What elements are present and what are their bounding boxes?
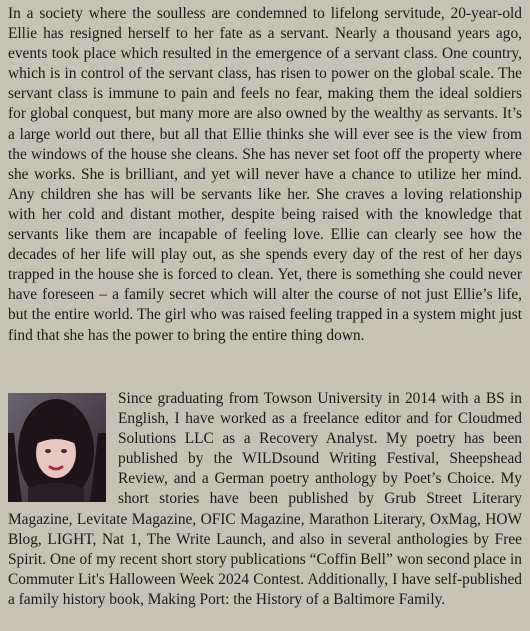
author-portrait-image — [8, 393, 106, 502]
book-synopsis: In a society where the soulless are condemned to lifelong servitude, 20-year-old Ellie has resigned herself to her fate as a servant. Nearly a thousand years ago, events took place which resulted in the emergence of a servant class. One country, which is in control of the servant class, has risen to power on the global scale. The servant class is immune to pain and feels no fear, making them the ideal soldiers for global conquest, but many more are also owned by the wealthy as servants. It’s a large world out there, but all that Ellie thinks she will ever see is the view from the windows of the house she cleans. She has never set foot off the property where she works. She is brilliant, and yet will never have a chance to utilize her mind. Any children she has will be servants like her. She craves a loving relationship with her cold and distant mother, despite being raised with the knowledge that servants like them are incapable of feeling love. Ellie can clearly see how the decades of her life will play out, as she spends every day of the rest of her days trapped in the house she is forced to clean. Yet, there is something she could never have foreseen – a family secret which will alter the course of not just Ellie’s life, but the entire world. The girl who was raised feeling trapped in a system might just find that she has the power to bring the entire thing down. — [8, 5, 522, 344]
author-photo — [8, 393, 106, 502]
author-bio-text: Since graduating from Towson University in 2014 with a BS in English, I have worked as a freelance editor and for Cloudmed Solutions LLC as a Recovery Analyst. My poetry has been published by the WILDsound Writing Festival, Sheepshead Review, and a German poetry anthology by Poet’s Choice. My short stories have been published by Grub Street Literary Magazine, Levitate Magazine, OFIC Magazine, Marathon Literary, OxMag, HOW Blog, LIGHT, Nat 1, The Write Launch, and also in several anthologies by Free Spirit. One of my recent short story publications “Coffin Bell” won second place in Commuter Lit's Halloween Week 2024 Contest. Additionally, I have self-published a family history book, Making Port: the History of a Baltimore Family. — [8, 390, 522, 608]
author-bio-section — [8, 389, 522, 610]
